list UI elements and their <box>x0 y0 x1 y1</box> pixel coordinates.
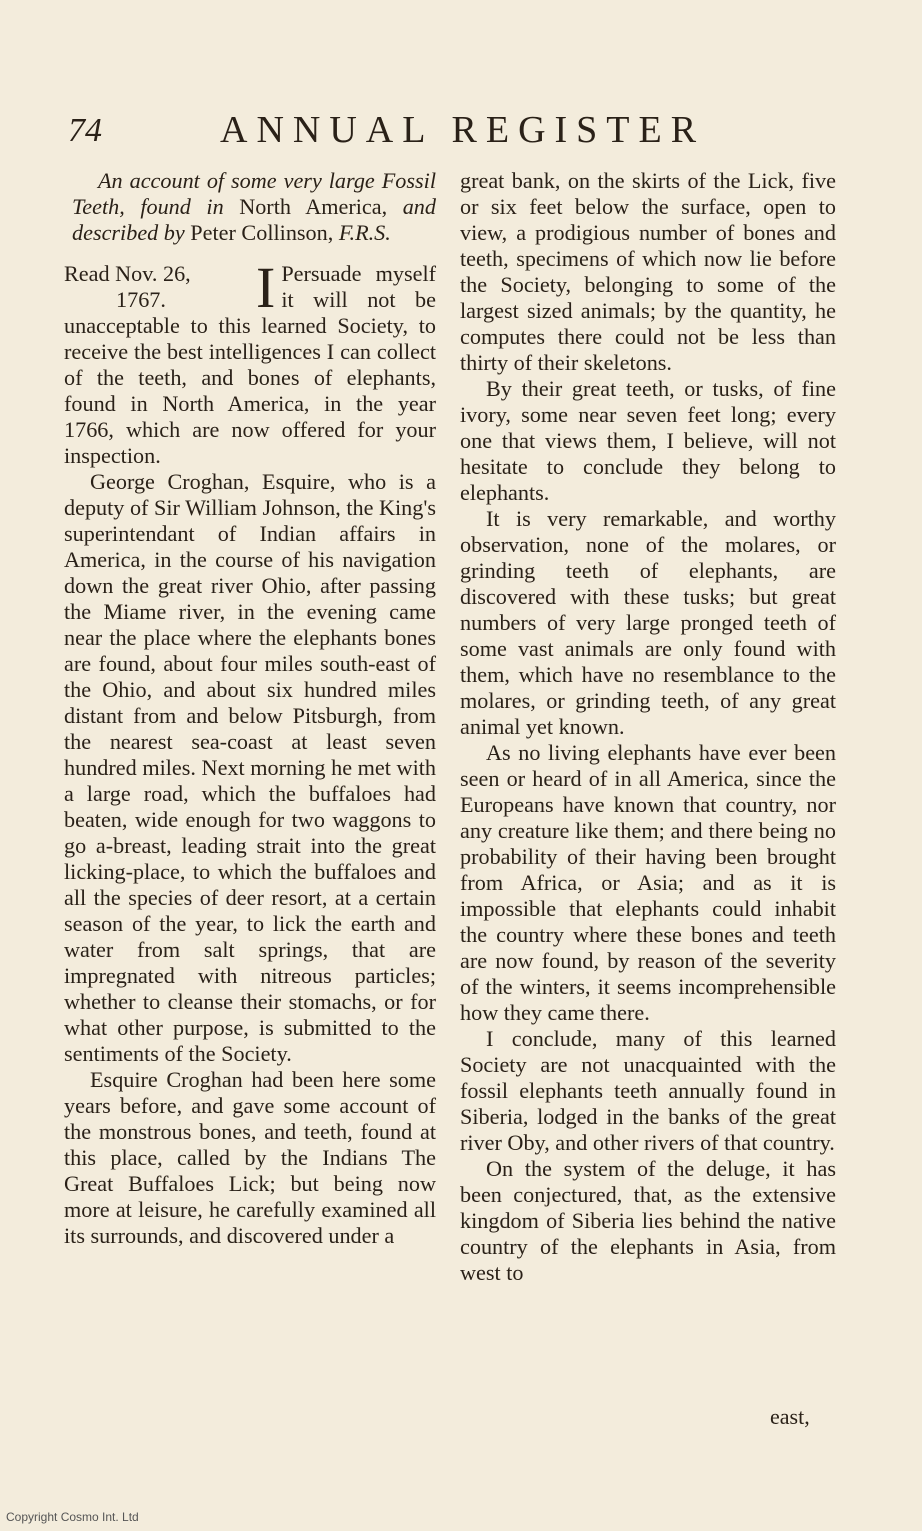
page-header <box>68 108 708 158</box>
read-date-line-2: 1767. <box>116 287 166 312</box>
paragraph-continued: great bank, on the skirts of the Lick, five or six feet below the surface, open to view, a prodigious number of bones and teeth, specimens of which now lie before the Society, belonging to some of the largest sized animals; by the quantity, he computes there could not be less than thirty of their skeletons. <box>460 168 836 375</box>
read-date-line-1: Read Nov. 26, <box>64 261 191 286</box>
running-head: ANNUAL REGISTER <box>220 109 706 151</box>
article-title: An account of some very large Fossil Teeth, found in North America, and described by Peter Collinson, F.R.S. <box>72 168 436 245</box>
left-column <box>64 168 436 1249</box>
page-number: 74 <box>68 112 102 149</box>
catchword: east, <box>770 1404 810 1429</box>
copyright-notice: Copyright Cosmo Int. Ltd <box>6 1510 139 1524</box>
title-rule <box>214 246 286 247</box>
paragraph: I conclude, many of this learned Society are not unacquainted with the fossil elephants teeth annually found in Siberia, lodged in the banks of the great river Oby, and other rivers of that country. <box>460 1026 836 1155</box>
opening-text: Persuade myself it will not be unacceptable to this learned Society, to receive the best intelligences I can collect of the teeth, and bones of elephants, found in North America, in the year 1766, which are now offered for your inspection. <box>64 261 436 468</box>
paragraph: On the system of the deluge, it has been conjectured, that, as the extensive kingdom of Siberia lies behind the native country of the elephants in Asia, from west to <box>460 1156 836 1285</box>
paragraph: George Croghan, Esquire, who is a deputy of Sir William Johnson, the King's superintendant of Indian affairs in America, in the course of his navigation down the great river Ohio, after passing the Miame river, in the evening came near the place where the elephants bones are found, about four miles south-east of the Ohio, and about six hundred miles distant from and below Pitsburgh, from the nearest sea-coast at least seven hundred miles. Next morning he met with a large road, which the buffaloes had beaten, wide enough for two waggons to go a-breast, leading strait into the great licking-place, to which the buffaloes and all the species of deer resort, at a certain season of the year, to lick the earth and water from salt springs, that are impregnated with nitreous particles; whether to cleanse their stomachs, or for what other purpose, is submitted to the sentiments of the Society. <box>64 469 436 1066</box>
paragraph: As no living elephants have ever been seen or heard of in all America, since the Europeans have known that country, nor any creature like them; and there being no probability of their having been brought from Africa, or Asia; and as it is impossible that elephants could inhabit the country where these bones and teeth are now found, by reason of the severity of the winters, it seems incomprehensible how they came there. <box>460 740 836 1025</box>
drop-cap: I <box>256 255 276 320</box>
right-column <box>460 168 836 1286</box>
paragraph: It is very remarkable, and worthy observation, none of the molares, or grinding teeth of elephants, are discovered with these tusks; but great numbers of very large pronged teeth of some vast animals are only found with them, which have no resemblance to the molares, or grinding teeth, of any great animal yet known. <box>460 506 836 739</box>
paragraph: By their great teeth, or tusks, of fine ivory, some near seven feet long; every one that views them, I believe, will not hesitate to conclude they belong to elephants. <box>460 376 836 505</box>
paragraph: Esquire Croghan had been here some years before, and gave some account of the monstrous bones, and teeth, found at this place, called by the Indians The Great Buffaloes Lick; but being now more at leisure, he carefully examined all its surrounds, and discovered under a <box>64 1067 436 1248</box>
opening-paragraph <box>64 255 436 469</box>
read-date-note <box>64 261 254 313</box>
